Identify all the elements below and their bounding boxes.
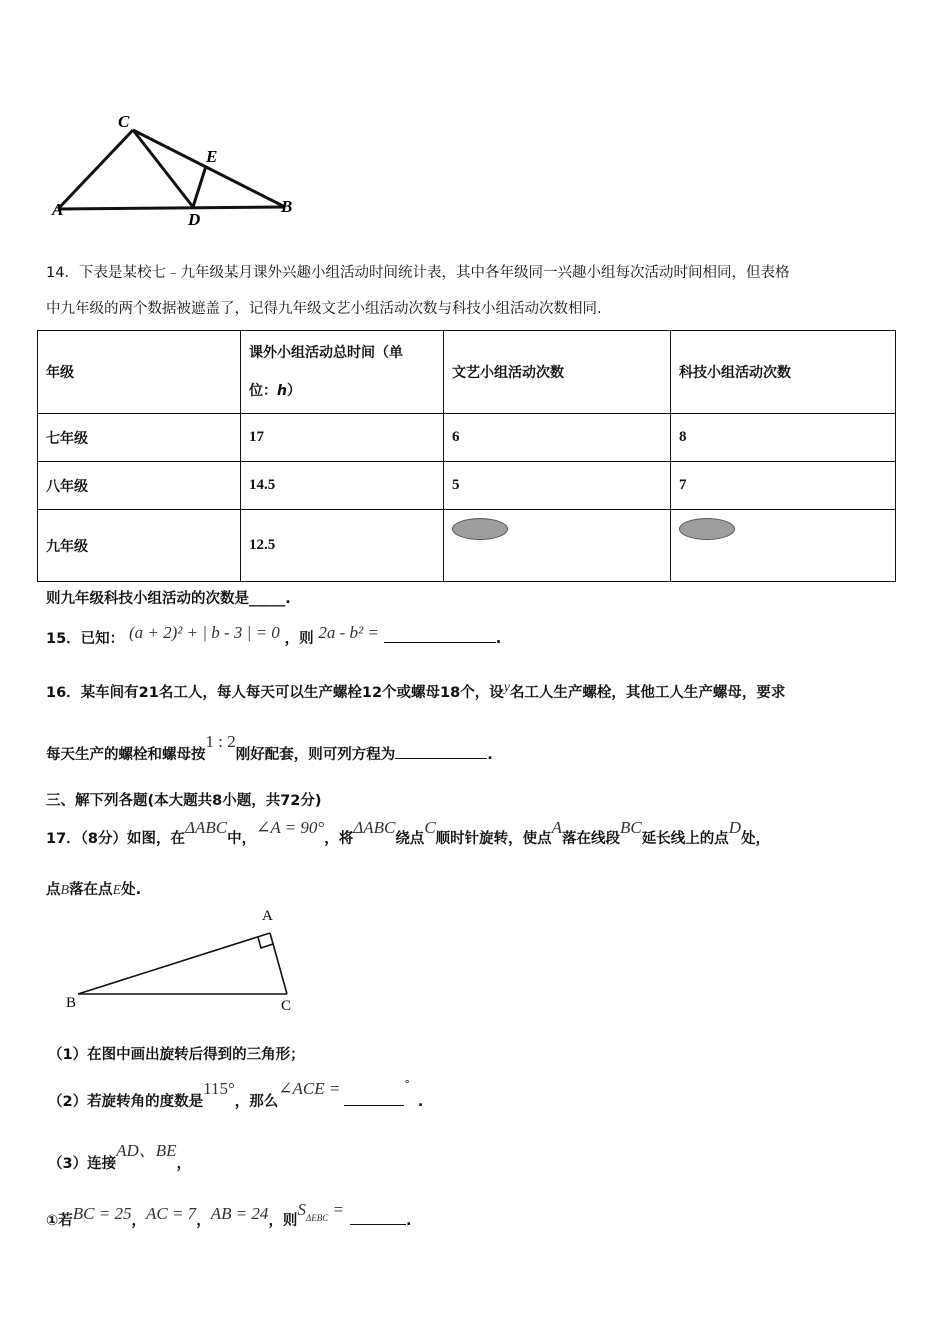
header-time-unit: h: [277, 383, 287, 399]
header-time-close: ）: [286, 383, 301, 399]
cell-sci: 8: [671, 414, 896, 462]
cell-art: 5: [444, 462, 671, 510]
label-d: D: [188, 210, 201, 229]
q15-prefix: 15．已知：: [46, 631, 125, 647]
q17-line2: [46, 878, 141, 899]
cell-time: 12.5: [241, 510, 444, 582]
label-c: C: [281, 998, 292, 1014]
activity-table: [37, 330, 896, 582]
q16-end: .: [487, 747, 493, 763]
label-a: A: [52, 200, 64, 219]
header-sci: 科技小组活动次数: [671, 331, 896, 414]
q15: [46, 623, 502, 648]
q17-text-c: ，将: [324, 831, 354, 847]
label-b: B: [66, 995, 77, 1011]
sub3-1-ac: AC = 7: [145, 1204, 197, 1223]
figure-triangle-acb: [40, 95, 310, 230]
q17-text-f: 落在线段: [562, 831, 621, 847]
q17-math-e: E: [112, 883, 122, 898]
q15-blank: [384, 628, 496, 643]
sub3-1: ①若BC = 25，AC = 7，AB = 24，则$S^{\Delta EBC}$ =.: [46, 1200, 412, 1229]
q17-math-abc: ΔABC: [185, 818, 228, 837]
sub2-blank: [344, 1091, 404, 1106]
q15-condition: (a + 2)² + | b - 3 | = 0: [128, 623, 280, 642]
q16-line2: [46, 732, 493, 764]
sub3-1-eq: =: [328, 1200, 344, 1219]
q17-text-j: 落在点: [69, 882, 113, 898]
cell-grade: 八年级: [38, 462, 241, 510]
sub1: （1）在图中画出旋转后得到的三角形；: [48, 1047, 305, 1063]
table-row: [38, 510, 896, 582]
q15-end: .: [495, 629, 502, 647]
q16-var: y: [503, 680, 510, 695]
sub2-deg: °: [404, 1078, 410, 1091]
header-grade: 年级: [38, 331, 241, 414]
q17-math-bc: BC: [620, 818, 642, 837]
cell-art: 6: [444, 414, 671, 462]
q16-text-c: 每天生产的螺栓和螺母按: [46, 747, 206, 763]
sub3-1-then: ，则: [268, 1213, 298, 1229]
q14-line1: 14．下表是某校七﹣九年级某月课外兴趣小组活动时间统计表，其中各年级同一兴趣小组每次活动时间相同，但表格: [46, 265, 790, 281]
q16-blank: [395, 744, 487, 759]
q17-line1: [46, 818, 771, 848]
q15-mid: ，则: [284, 631, 314, 647]
sub3-1-s: S: [297, 1200, 306, 1219]
cell-grade: 七年级: [38, 414, 241, 462]
q17-text-e: 顺时针旋转，使点: [435, 831, 552, 847]
header-time-line1: 课外小组活动总时间（单: [249, 345, 403, 361]
sub3-1-end: .: [405, 1213, 412, 1229]
cell-grade: 九年级: [38, 510, 241, 582]
figure-right-triangle: [60, 900, 310, 1015]
sub2-end: .: [417, 1094, 424, 1110]
label-c: C: [118, 112, 130, 131]
sub3-1-sub: ΔEBC: [305, 1213, 329, 1223]
header-time-line2: 位：: [249, 383, 277, 399]
sub3: [48, 1141, 192, 1173]
q16-text-a: 16．某车间有21名工人，每人每天可以生产螺栓12个或螺母18个，设: [46, 685, 504, 701]
sub2-mid: ，那么: [234, 1094, 279, 1110]
q16-text-b: 名工人生产螺栓，其他工人生产螺母，要求: [509, 685, 786, 701]
table-header-row: [38, 331, 896, 414]
q17-math-angle: ∠A = 90°: [256, 818, 325, 837]
cell-sci: 7: [671, 462, 896, 510]
q14-question: 则九年级科技小组活动的次数是_____.: [46, 591, 291, 607]
q17-math-b: B: [60, 883, 70, 898]
q17-text-i: 点: [46, 882, 61, 898]
sub2-angle: 115°: [203, 1079, 235, 1098]
q17-text-b: 中，: [227, 831, 257, 847]
q16-text-d: 刚好配套，则可列方程为: [235, 747, 396, 763]
q17-text-h: 处，: [741, 831, 771, 847]
q17-math-c: C: [424, 818, 436, 837]
q14-line2: 中九年级的两个数据被遮盖了，记得九年级文艺小组活动次数与科技小组活动次数相同.: [46, 301, 602, 317]
q17-text-k: 处.: [121, 882, 142, 898]
sub3-expr: AD、BE: [116, 1141, 177, 1160]
covered-oval: [679, 518, 735, 540]
table-row: [38, 414, 896, 462]
sub2: [48, 1078, 424, 1111]
cell-time: 14.5: [241, 462, 444, 510]
q16-ratio: 1 : 2: [205, 732, 236, 751]
covered-oval: [452, 518, 508, 540]
header-art: 文艺小组活动次数: [444, 331, 671, 414]
q17-text-a: 17．（8分）如图，在: [46, 831, 186, 847]
label-a: A: [262, 908, 273, 924]
sub3-1-pre: ①若: [46, 1213, 73, 1229]
q15-expr: 2a - b² =: [318, 623, 379, 642]
sub3-1-blank: [350, 1210, 406, 1225]
table-row: [38, 462, 896, 510]
header-time: [241, 331, 444, 414]
cell-time: 17: [241, 414, 444, 462]
cell-art-hidden: [444, 510, 671, 582]
label-e: E: [206, 147, 218, 166]
q17-text-g: 延长线上的点: [641, 831, 729, 847]
q17-math-a: A: [551, 818, 563, 837]
q17-math-abc2: ΔABC: [353, 818, 396, 837]
q16-line1: [46, 681, 785, 702]
sub3-pre: （3）连接: [48, 1156, 117, 1172]
label-b: B: [281, 197, 293, 216]
q17-text-d: 绕点: [395, 831, 425, 847]
section3-heading: 三、解下列各题(本大题共8小题，共72分): [46, 793, 322, 809]
q17-math-d: D: [728, 818, 742, 837]
sub3-1-bc: BC = 25: [72, 1204, 132, 1223]
sub3-1-ab: AB = 24: [210, 1204, 269, 1223]
cell-sci-hidden: [671, 510, 896, 582]
sub2-pre: （2）若旋转角的度数是: [48, 1094, 204, 1110]
sub3-end: ，: [176, 1156, 192, 1172]
sub2-expr: ∠ACE =: [278, 1079, 341, 1098]
